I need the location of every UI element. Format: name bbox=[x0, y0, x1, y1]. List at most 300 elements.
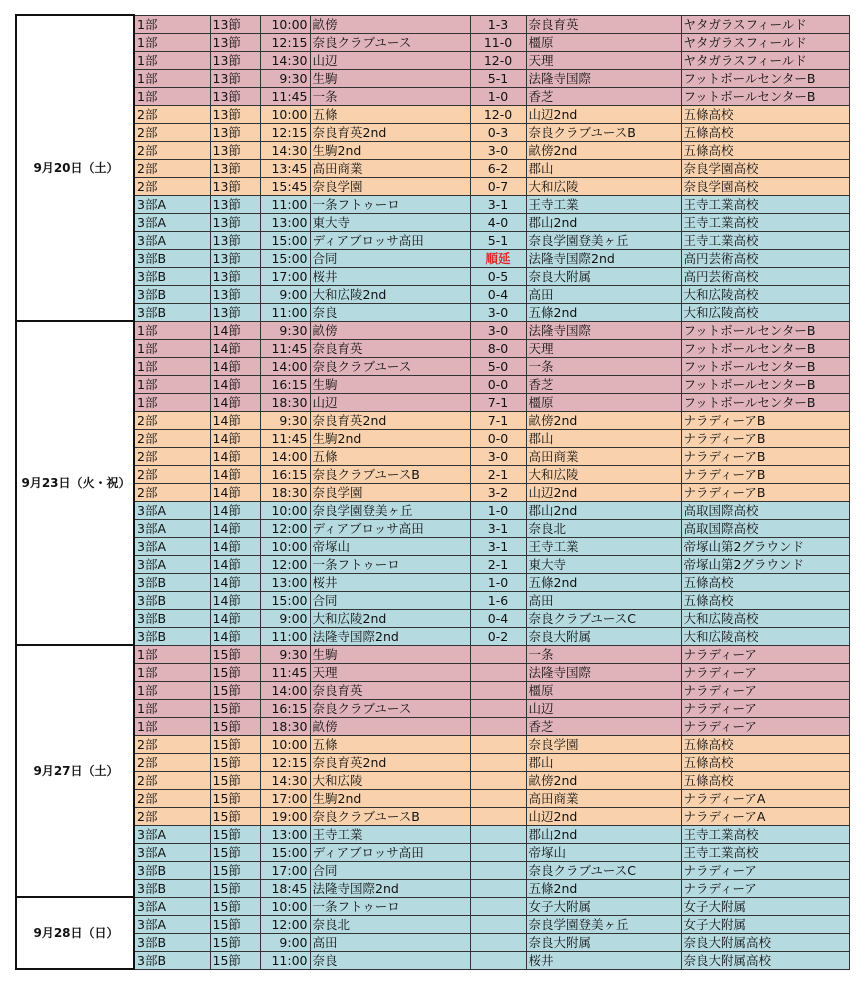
time-cell: 11:45 bbox=[260, 663, 310, 681]
division-cell: 1部 bbox=[134, 15, 210, 33]
division-cell: 1部 bbox=[134, 51, 210, 69]
score-cell bbox=[470, 771, 526, 789]
home-cell: 一条 bbox=[310, 87, 470, 105]
score-cell: 7-1 bbox=[470, 393, 526, 411]
division-cell: 3部B bbox=[134, 933, 210, 951]
round-cell: 13節 bbox=[210, 15, 260, 33]
venue-cell: フットボールセンターB bbox=[681, 87, 849, 105]
venue-cell: 大和広陵高校 bbox=[681, 609, 849, 627]
score-cell: 2-1 bbox=[470, 465, 526, 483]
round-cell: 13節 bbox=[210, 87, 260, 105]
score-cell bbox=[470, 753, 526, 771]
home-cell: 奈良 bbox=[310, 303, 470, 321]
score-cell: 5-0 bbox=[470, 357, 526, 375]
round-cell: 14節 bbox=[210, 483, 260, 501]
venue-cell: 女子大附属 bbox=[681, 915, 849, 933]
venue-cell: 五條高校 bbox=[681, 123, 849, 141]
time-cell: 13:00 bbox=[260, 573, 310, 591]
time-cell: 15:00 bbox=[260, 591, 310, 609]
venue-cell: ナラディーアB bbox=[681, 429, 849, 447]
division-cell: 3部A bbox=[134, 843, 210, 861]
venue-cell: ナラディーア bbox=[681, 663, 849, 681]
time-cell: 12:00 bbox=[260, 915, 310, 933]
table-row bbox=[16, 105, 849, 123]
venue-cell: フットボールセンターB bbox=[681, 69, 849, 87]
division-cell: 2部 bbox=[134, 735, 210, 753]
away-cell: 郡山 bbox=[526, 753, 681, 771]
division-cell: 1部 bbox=[134, 321, 210, 339]
score-cell bbox=[470, 861, 526, 879]
time-cell: 10:00 bbox=[260, 735, 310, 753]
venue-cell: 王寺工業高校 bbox=[681, 213, 849, 231]
division-cell: 2部 bbox=[134, 465, 210, 483]
venue-cell: 大和広陵高校 bbox=[681, 303, 849, 321]
table-row bbox=[16, 321, 849, 339]
round-cell: 15節 bbox=[210, 681, 260, 699]
score-cell: 5-1 bbox=[470, 69, 526, 87]
score-cell: 3-0 bbox=[470, 321, 526, 339]
round-cell: 13節 bbox=[210, 249, 260, 267]
division-cell: 1部 bbox=[134, 87, 210, 105]
home-cell: 奈良北 bbox=[310, 915, 470, 933]
away-cell: 山辺 bbox=[526, 699, 681, 717]
round-cell: 15節 bbox=[210, 933, 260, 951]
time-cell: 10:00 bbox=[260, 15, 310, 33]
round-cell: 14節 bbox=[210, 501, 260, 519]
time-cell: 9:30 bbox=[260, 645, 310, 663]
home-cell: 奈良育英2nd bbox=[310, 123, 470, 141]
round-cell: 14節 bbox=[210, 519, 260, 537]
home-cell: 桜井 bbox=[310, 267, 470, 285]
division-cell: 3部B bbox=[134, 591, 210, 609]
division-cell: 3部B bbox=[134, 879, 210, 897]
venue-cell: 五條高校 bbox=[681, 735, 849, 753]
away-cell: 大和広陵 bbox=[526, 465, 681, 483]
division-cell: 2部 bbox=[134, 771, 210, 789]
time-cell: 14:00 bbox=[260, 681, 310, 699]
round-cell: 15節 bbox=[210, 807, 260, 825]
division-cell: 3部A bbox=[134, 231, 210, 249]
division-cell: 1部 bbox=[134, 69, 210, 87]
away-cell: 王寺工業 bbox=[526, 537, 681, 555]
round-cell: 14節 bbox=[210, 627, 260, 645]
round-cell: 14節 bbox=[210, 375, 260, 393]
time-cell: 11:00 bbox=[260, 627, 310, 645]
division-cell: 2部 bbox=[134, 789, 210, 807]
table-row bbox=[16, 609, 849, 627]
score-cell: 3-0 bbox=[470, 303, 526, 321]
score-cell: 12-0 bbox=[470, 51, 526, 69]
round-cell: 14節 bbox=[210, 609, 260, 627]
division-cell: 2部 bbox=[134, 123, 210, 141]
round-cell: 13節 bbox=[210, 285, 260, 303]
table-row bbox=[16, 267, 849, 285]
round-cell: 13節 bbox=[210, 231, 260, 249]
away-cell: 桜井 bbox=[526, 951, 681, 969]
venue-cell: 五條高校 bbox=[681, 753, 849, 771]
venue-cell: 帝塚山第2グラウンド bbox=[681, 537, 849, 555]
score-cell: 1-0 bbox=[470, 573, 526, 591]
time-cell: 15:00 bbox=[260, 249, 310, 267]
division-cell: 3部B bbox=[134, 285, 210, 303]
round-cell: 13節 bbox=[210, 69, 260, 87]
division-cell: 2部 bbox=[134, 141, 210, 159]
time-cell: 14:00 bbox=[260, 357, 310, 375]
time-cell: 19:00 bbox=[260, 807, 310, 825]
score-cell bbox=[470, 645, 526, 663]
division-cell: 1部 bbox=[134, 339, 210, 357]
division-cell: 2部 bbox=[134, 105, 210, 123]
table-row bbox=[16, 591, 849, 609]
round-cell: 13節 bbox=[210, 267, 260, 285]
venue-cell: 帝塚山第2グラウンド bbox=[681, 555, 849, 573]
away-cell: 奈良クラブユースC bbox=[526, 609, 681, 627]
score-cell bbox=[470, 789, 526, 807]
score-cell: 3-1 bbox=[470, 537, 526, 555]
away-cell: 天理 bbox=[526, 51, 681, 69]
division-cell: 3部A bbox=[134, 537, 210, 555]
venue-cell: ナラディーアB bbox=[681, 465, 849, 483]
time-cell: 15:00 bbox=[260, 843, 310, 861]
time-cell: 16:15 bbox=[260, 699, 310, 717]
venue-cell: 奈良大附属高校 bbox=[681, 933, 849, 951]
home-cell: 生駒 bbox=[310, 69, 470, 87]
home-cell: 奈良クラブユースB bbox=[310, 807, 470, 825]
home-cell: ディアブロッサ高田 bbox=[310, 231, 470, 249]
venue-cell: 王寺工業高校 bbox=[681, 843, 849, 861]
score-cell: 3-1 bbox=[470, 195, 526, 213]
table-row bbox=[16, 159, 849, 177]
away-cell: 東大寺 bbox=[526, 555, 681, 573]
round-cell: 13節 bbox=[210, 105, 260, 123]
time-cell: 13:00 bbox=[260, 825, 310, 843]
table-row bbox=[16, 555, 849, 573]
table-row bbox=[16, 537, 849, 555]
venue-cell: 王寺工業高校 bbox=[681, 231, 849, 249]
home-cell: 一条フトゥーロ bbox=[310, 897, 470, 915]
table-row bbox=[16, 753, 849, 771]
time-cell: 12:15 bbox=[260, 753, 310, 771]
away-cell: 奈良学園 bbox=[526, 735, 681, 753]
home-cell: ディアブロッサ高田 bbox=[310, 519, 470, 537]
venue-cell: ナラディーア bbox=[681, 879, 849, 897]
division-cell: 3部A bbox=[134, 897, 210, 915]
venue-cell: 王寺工業高校 bbox=[681, 195, 849, 213]
match-date: 9月28日（日） bbox=[16, 897, 134, 969]
away-cell: 郡山2nd bbox=[526, 213, 681, 231]
time-cell: 9:30 bbox=[260, 411, 310, 429]
away-cell: 女子大附属 bbox=[526, 897, 681, 915]
table-row bbox=[16, 771, 849, 789]
table-row bbox=[16, 843, 849, 861]
round-cell: 14節 bbox=[210, 537, 260, 555]
score-cell: 4-0 bbox=[470, 213, 526, 231]
venue-cell: 奈良大附属高校 bbox=[681, 951, 849, 969]
venue-cell: 五條高校 bbox=[681, 105, 849, 123]
score-cell: 6-2 bbox=[470, 159, 526, 177]
home-cell: 山辺 bbox=[310, 51, 470, 69]
round-cell: 15節 bbox=[210, 861, 260, 879]
time-cell: 12:00 bbox=[260, 519, 310, 537]
round-cell: 15節 bbox=[210, 663, 260, 681]
venue-cell: フットボールセンターB bbox=[681, 321, 849, 339]
table-row bbox=[16, 393, 849, 411]
away-cell: 山辺2nd bbox=[526, 105, 681, 123]
venue-cell: フットボールセンターB bbox=[681, 339, 849, 357]
division-cell: 3部A bbox=[134, 915, 210, 933]
time-cell: 11:45 bbox=[260, 429, 310, 447]
division-cell: 1部 bbox=[134, 699, 210, 717]
time-cell: 16:15 bbox=[260, 465, 310, 483]
home-cell: 奈良クラブユース bbox=[310, 33, 470, 51]
venue-cell: 大和広陵高校 bbox=[681, 627, 849, 645]
round-cell: 14節 bbox=[210, 393, 260, 411]
table-row bbox=[16, 447, 849, 465]
away-cell: 橿原 bbox=[526, 393, 681, 411]
home-cell: 畝傍 bbox=[310, 321, 470, 339]
home-cell: 奈良育英2nd bbox=[310, 411, 470, 429]
time-cell: 10:00 bbox=[260, 501, 310, 519]
table-row bbox=[16, 915, 849, 933]
venue-cell: ナラディーアB bbox=[681, 483, 849, 501]
round-cell: 13節 bbox=[210, 213, 260, 231]
home-cell: 奈良学園 bbox=[310, 483, 470, 501]
division-cell: 2部 bbox=[134, 483, 210, 501]
home-cell: 一条フトゥーロ bbox=[310, 195, 470, 213]
division-cell: 3部A bbox=[134, 195, 210, 213]
away-cell: 天理 bbox=[526, 339, 681, 357]
home-cell: 大和広陵 bbox=[310, 771, 470, 789]
home-cell: 五條 bbox=[310, 447, 470, 465]
time-cell: 13:00 bbox=[260, 213, 310, 231]
score-cell: 7-1 bbox=[470, 411, 526, 429]
away-cell: 香芝 bbox=[526, 87, 681, 105]
away-cell: 郡山2nd bbox=[526, 501, 681, 519]
table-row bbox=[16, 573, 849, 591]
time-cell: 11:00 bbox=[260, 195, 310, 213]
venue-cell: 五條高校 bbox=[681, 141, 849, 159]
away-cell: 奈良育英 bbox=[526, 15, 681, 33]
division-cell: 3部A bbox=[134, 501, 210, 519]
table-row bbox=[16, 375, 849, 393]
round-cell: 13節 bbox=[210, 303, 260, 321]
division-cell: 2部 bbox=[134, 411, 210, 429]
venue-cell: ナラディーア bbox=[681, 717, 849, 735]
venue-cell: 女子大附属 bbox=[681, 897, 849, 915]
home-cell: 合同 bbox=[310, 861, 470, 879]
home-cell: 山辺 bbox=[310, 393, 470, 411]
score-cell: 2-1 bbox=[470, 555, 526, 573]
division-cell: 2部 bbox=[134, 807, 210, 825]
venue-cell: 五條高校 bbox=[681, 771, 849, 789]
division-cell: 1部 bbox=[134, 357, 210, 375]
round-cell: 13節 bbox=[210, 123, 260, 141]
time-cell: 14:30 bbox=[260, 141, 310, 159]
score-cell bbox=[470, 735, 526, 753]
score-cell: 3-2 bbox=[470, 483, 526, 501]
score-cell: 0-7 bbox=[470, 177, 526, 195]
score-cell: 0-4 bbox=[470, 609, 526, 627]
table-row bbox=[16, 483, 849, 501]
score-cell bbox=[470, 717, 526, 735]
division-cell: 2部 bbox=[134, 177, 210, 195]
round-cell: 15節 bbox=[210, 789, 260, 807]
division-cell: 1部 bbox=[134, 663, 210, 681]
time-cell: 11:00 bbox=[260, 951, 310, 969]
round-cell: 13節 bbox=[210, 141, 260, 159]
time-cell: 9:30 bbox=[260, 321, 310, 339]
score-cell bbox=[470, 915, 526, 933]
round-cell: 15節 bbox=[210, 717, 260, 735]
venue-cell: ヤタガラスフィールド bbox=[681, 33, 849, 51]
away-cell: 奈良学園登美ヶ丘 bbox=[526, 915, 681, 933]
division-cell: 3部B bbox=[134, 303, 210, 321]
venue-cell: 高円芸術高校 bbox=[681, 249, 849, 267]
table-row bbox=[16, 699, 849, 717]
score-cell bbox=[470, 933, 526, 951]
round-cell: 14節 bbox=[210, 357, 260, 375]
venue-cell: 高取国際高校 bbox=[681, 501, 849, 519]
home-cell: 奈良育英2nd bbox=[310, 753, 470, 771]
away-cell: 畝傍2nd bbox=[526, 771, 681, 789]
division-cell: 1部 bbox=[134, 375, 210, 393]
time-cell: 18:30 bbox=[260, 393, 310, 411]
time-cell: 10:00 bbox=[260, 897, 310, 915]
table-row bbox=[16, 519, 849, 537]
score-cell: 1-3 bbox=[470, 15, 526, 33]
away-cell: 一条 bbox=[526, 357, 681, 375]
home-cell: 畝傍 bbox=[310, 717, 470, 735]
table-row bbox=[16, 717, 849, 735]
round-cell: 13節 bbox=[210, 195, 260, 213]
time-cell: 18:30 bbox=[260, 483, 310, 501]
home-cell: 高田商業 bbox=[310, 159, 470, 177]
home-cell: 奈良学園登美ヶ丘 bbox=[310, 501, 470, 519]
away-cell: 郡山 bbox=[526, 429, 681, 447]
round-cell: 15節 bbox=[210, 735, 260, 753]
home-cell: 生駒2nd bbox=[310, 789, 470, 807]
match-date: 9月20日（土） bbox=[16, 15, 134, 321]
round-cell: 14節 bbox=[210, 447, 260, 465]
venue-cell: ナラディーアB bbox=[681, 411, 849, 429]
away-cell: 奈良大附属 bbox=[526, 627, 681, 645]
match-schedule-table bbox=[15, 14, 850, 970]
division-cell: 3部A bbox=[134, 519, 210, 537]
score-cell: 3-1 bbox=[470, 519, 526, 537]
table-row bbox=[16, 33, 849, 51]
division-cell: 3部A bbox=[134, 213, 210, 231]
table-row bbox=[16, 303, 849, 321]
home-cell: 生駒2nd bbox=[310, 141, 470, 159]
away-cell: 高田商業 bbox=[526, 789, 681, 807]
score-cell: 1-0 bbox=[470, 87, 526, 105]
venue-cell: 高取国際高校 bbox=[681, 519, 849, 537]
table-row bbox=[16, 645, 849, 663]
away-cell: 畝傍2nd bbox=[526, 411, 681, 429]
table-row bbox=[16, 807, 849, 825]
home-cell: 奈良育英 bbox=[310, 339, 470, 357]
venue-cell: 高円芸術高校 bbox=[681, 267, 849, 285]
table-row bbox=[16, 411, 849, 429]
time-cell: 16:15 bbox=[260, 375, 310, 393]
table-row bbox=[16, 825, 849, 843]
venue-cell: 王寺工業高校 bbox=[681, 825, 849, 843]
table-row bbox=[16, 141, 849, 159]
time-cell: 18:45 bbox=[260, 879, 310, 897]
time-cell: 17:00 bbox=[260, 861, 310, 879]
time-cell: 9:30 bbox=[260, 69, 310, 87]
round-cell: 14節 bbox=[210, 339, 260, 357]
time-cell: 9:00 bbox=[260, 933, 310, 951]
time-cell: 12:00 bbox=[260, 555, 310, 573]
away-cell: 奈良クラブユースC bbox=[526, 861, 681, 879]
home-cell: 一条フトゥーロ bbox=[310, 555, 470, 573]
time-cell: 12:15 bbox=[260, 33, 310, 51]
away-cell: 橿原 bbox=[526, 681, 681, 699]
table-row bbox=[16, 195, 849, 213]
venue-cell: 奈良学園高校 bbox=[681, 177, 849, 195]
venue-cell: ナラディーアA bbox=[681, 807, 849, 825]
venue-cell: ヤタガラスフィールド bbox=[681, 15, 849, 33]
away-cell: 王寺工業 bbox=[526, 195, 681, 213]
time-cell: 14:30 bbox=[260, 771, 310, 789]
division-cell: 1部 bbox=[134, 33, 210, 51]
venue-cell: ナラディーアA bbox=[681, 789, 849, 807]
score-cell bbox=[470, 843, 526, 861]
table-row bbox=[16, 879, 849, 897]
home-cell: 天理 bbox=[310, 663, 470, 681]
table-row bbox=[16, 177, 849, 195]
home-cell: 桜井 bbox=[310, 573, 470, 591]
table-row bbox=[16, 51, 849, 69]
time-cell: 18:30 bbox=[260, 717, 310, 735]
away-cell: 五條2nd bbox=[526, 879, 681, 897]
round-cell: 15節 bbox=[210, 645, 260, 663]
score-cell: 8-0 bbox=[470, 339, 526, 357]
venue-cell: ナラディーア bbox=[681, 681, 849, 699]
division-cell: 1部 bbox=[134, 393, 210, 411]
home-cell: 大和広陵2nd bbox=[310, 609, 470, 627]
time-cell: 15:45 bbox=[260, 177, 310, 195]
score-cell: 1-6 bbox=[470, 591, 526, 609]
home-cell: 法隆寺国際2nd bbox=[310, 627, 470, 645]
round-cell: 14節 bbox=[210, 591, 260, 609]
table-row bbox=[16, 501, 849, 519]
home-cell: 奈良クラブユース bbox=[310, 357, 470, 375]
score-cell bbox=[470, 897, 526, 915]
division-cell: 3部B bbox=[134, 249, 210, 267]
venue-cell: 奈良学園高校 bbox=[681, 159, 849, 177]
round-cell: 15節 bbox=[210, 825, 260, 843]
division-cell: 3部A bbox=[134, 555, 210, 573]
table-row bbox=[16, 213, 849, 231]
venue-cell: 五條高校 bbox=[681, 591, 849, 609]
venue-cell: フットボールセンターB bbox=[681, 393, 849, 411]
division-cell: 1部 bbox=[134, 717, 210, 735]
table-row bbox=[16, 69, 849, 87]
score-cell: 0-2 bbox=[470, 627, 526, 645]
time-cell: 11:45 bbox=[260, 87, 310, 105]
table-row bbox=[16, 357, 849, 375]
table-row bbox=[16, 123, 849, 141]
away-cell: 山辺2nd bbox=[526, 807, 681, 825]
home-cell: 畝傍 bbox=[310, 15, 470, 33]
away-cell: 法隆寺国際 bbox=[526, 69, 681, 87]
time-cell: 17:00 bbox=[260, 267, 310, 285]
venue-cell: ナラディーア bbox=[681, 861, 849, 879]
home-cell: 奈良 bbox=[310, 951, 470, 969]
time-cell: 17:00 bbox=[260, 789, 310, 807]
